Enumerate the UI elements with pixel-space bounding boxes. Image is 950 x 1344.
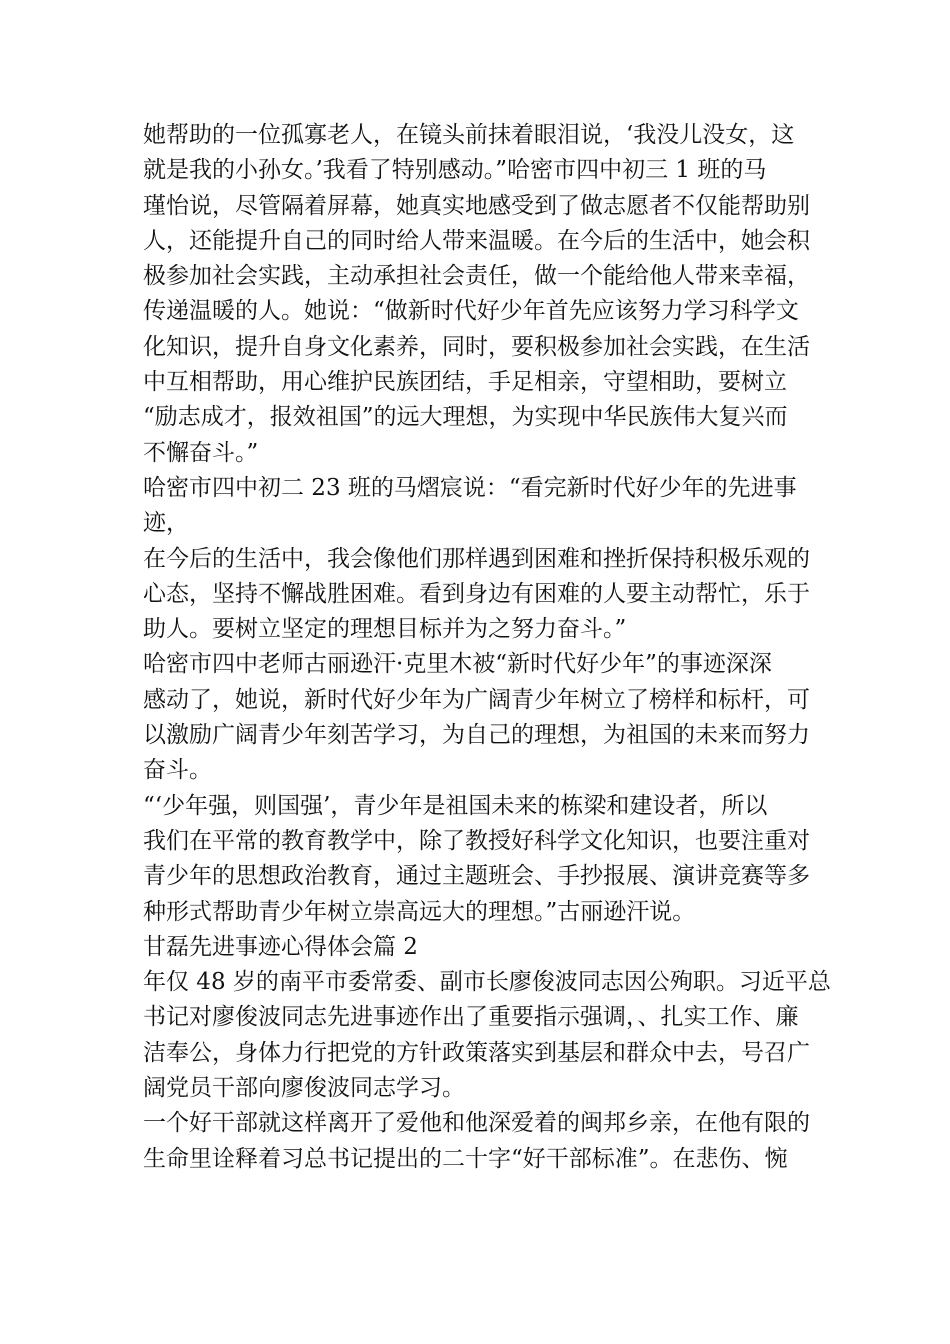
paragraph-2: 哈密市四中初二 23 班的马熠宸说：“看完新时代好少年的先进事迹， 在今后的生活中，我会像他们那样遇到困难和挫折保持积极乐观的 心态，坚持不懈战胜困难。看到身边有困难的人要主动帮忙，乐于 助人。要树立坚定的理想目标并为之努力奋斗。” — [143, 474, 810, 643]
section-heading: 甘磊先进事迹心得体会篇 2 — [143, 933, 418, 960]
document-page — [143, 118, 833, 1177]
paragraph-5: 年仅 48 岁的南平市委常委、副市长廖俊波同志因公殉职。习近平总 书记对廖俊波同志先进事迹作出了重要指示强调，、扎实工作、廉 洁奉公，身体力行把党的方针政策落实到基层和群众中去，号召广 阔党员干部向廖俊波同志学习。 — [143, 969, 831, 1102]
paragraph-1: 她帮助的一位孤寡老人，在镜头前抹着眼泪说，‘我没儿没女，这 就是我的小孙女。’我看了特别感动。”哈密市四中初三 1 班的马 瑾怡说，尽管隔着屏幕，她真实地感受到了做志愿者不仅能帮助别 人，还能提升自己的同时给人带来温暖。在今后的生活中，她会积 极参加社会实践，主动承担社会责任，做一个能给他人带来幸福， 传递温暖的人。她说：“做新时代好少年首先应该努力学习科学文 化知识，提升自身文化素养，同时，要积极参加社会实践，在生活 中互相帮助，用心维护民族团结，手足相亲，守望相助，要树立 “励志成才，报效祖国”的远大理想，为实现中华民族伟大复兴而 不懈奋斗。” — [143, 122, 810, 466]
paragraph-3: 哈密市四中老师古丽逊汗·克里木被“新时代好少年”的事迹深深 感动了，她说，新时代好少年为广阔青少年树立了榜样和标杆，可 以激励广阔青少年刻苦学习，为自己的理想，为祖国的未来而努力 奋斗。 — [143, 651, 810, 784]
paragraph-6: 一个好干部就这样离开了爱他和他深爱着的闽邦乡亲，在他有限的 生命里诠释着习总书记提出的二十字“好干部标准”。在悲伤、惋 — [143, 1110, 810, 1172]
paragraph-4: “‘少年强，则国强’，青少年是祖国未来的栋梁和建设者，所以 我们在平常的教育教学中，除了教授好科学文化知识，也要注重对 青少年的思想政治教育，通过主题班会、手抄报展、演讲竞赛等多 种形式帮助青少年树立崇高远大的理想。”古丽逊汗说。 — [143, 792, 810, 925]
